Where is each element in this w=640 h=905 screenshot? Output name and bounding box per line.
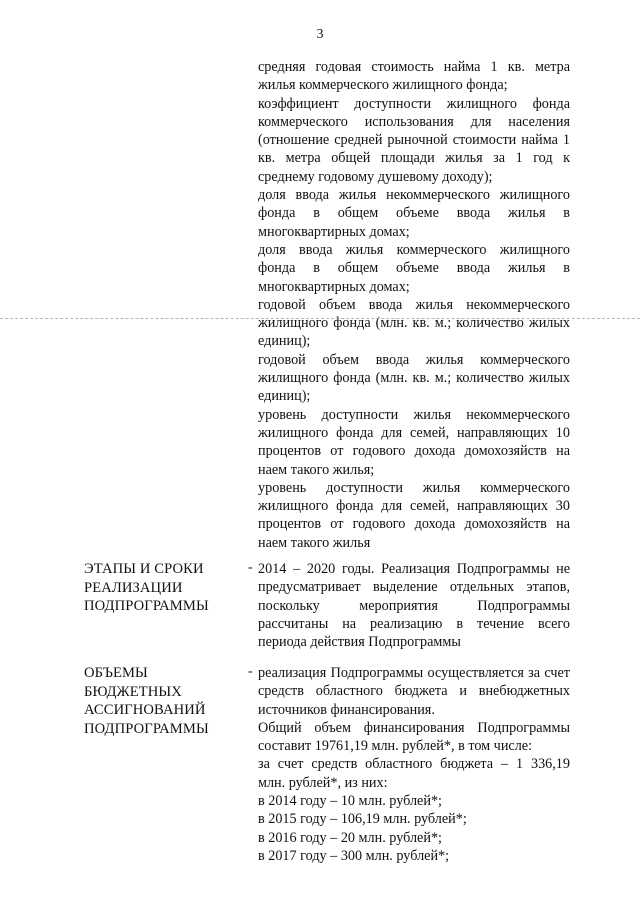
indicator-item: доля ввода жилья некоммерческого жилищного фонда в общем объеме ввода жилья в многоквартирных домах; <box>258 187 570 240</box>
volumes-label-line: БЮДЖЕТНЫХ <box>84 683 182 700</box>
stages-text: 2014 – 2020 годы. Реализация Подпрограммы не предусматривает выделение отдельных этапов, поскольку мероприятия Подпрограммы рассчитаны на реализацию в течение всего периода действия Подпрограммы <box>258 561 570 651</box>
indicator-item: средняя годовая стоимость найма 1 кв. метра жилья коммерческого жилищного фонда; <box>258 59 570 94</box>
volumes-paragraph: реализация Подпрограммы осуществляется за счет средств областного бюджета и внебюджетных источников финансирования. <box>258 665 570 718</box>
volumes-paragraph: за счет средств областного бюджета – 1 336,19 млн. рублей*, из них: <box>258 756 570 791</box>
volumes-label-line: АССИГНОВАНИЙ <box>84 702 206 718</box>
stages-dash: - <box>248 560 253 575</box>
scan-artifact-line <box>0 318 640 319</box>
indicator-item: годовой объем ввода жилья некоммерческого жилищного фонда (млн. кв. м.; количество жилых единиц); <box>258 296 570 350</box>
volumes-year-line: в 2017 году – 300 млн. рублей*; <box>258 847 450 864</box>
indicator-item: уровень доступности жилья некоммерческого жилищного фонда для семей, направляющих 10 процентов от годового дохода домохозяйств на наем такого жилья; <box>258 406 570 478</box>
page-number: 3 <box>316 27 324 42</box>
indicator-item: уровень доступности жилья коммерческого жилищного фонда для семей, направляющих 30 процентов от годового дохода домохозяйств на наем такого жилья <box>258 479 570 551</box>
volumes-label-line: ПОДПРОГРАММЫ <box>84 720 209 737</box>
volumes-label-line: ОБЪЕМЫ <box>84 665 148 681</box>
stages-text-block <box>258 560 570 651</box>
volumes-year-line: в 2014 году – 10 млн. рублей*; <box>258 793 442 810</box>
volumes-year-line: в 2016 году – 20 млн. рублей*; <box>258 829 442 846</box>
indicator-item: доля ввода жилья коммерческого жилищного фонда в общем объеме ввода жилья в многоквартирных домах; <box>258 241 570 295</box>
volumes-label <box>84 664 209 738</box>
volumes-text-block <box>258 664 570 865</box>
volumes-paragraph: Общий объем финансирования Подпрограммы составит 19761,19 млн. рублей*, в том числе: <box>258 719 570 755</box>
stages-label-line: ПОДПРОГРАММЫ <box>84 598 209 614</box>
stages-label-line: ЭТАПЫ И СРОКИ <box>84 561 204 577</box>
volumes-year-line: в 2015 году – 106,19 млн. рублей*; <box>258 811 467 828</box>
stages-label-line: РЕАЛИЗАЦИИ <box>84 579 183 596</box>
indicator-item: коэффициент доступности жилищного фонда коммерческого использования для населения (отношение средней рыночной стоимости найма 1 кв. метра общей площади жилья за 1 год к среднему годовому душевому доходу); <box>258 95 570 185</box>
indicators-list <box>258 58 570 552</box>
volumes-dash: - <box>248 664 253 679</box>
indicator-item: годовой объем ввода жилья коммерческого жилищного фонда (млн. кв. м.; количество жилых единиц); <box>258 351 570 405</box>
stages-label <box>84 560 209 616</box>
